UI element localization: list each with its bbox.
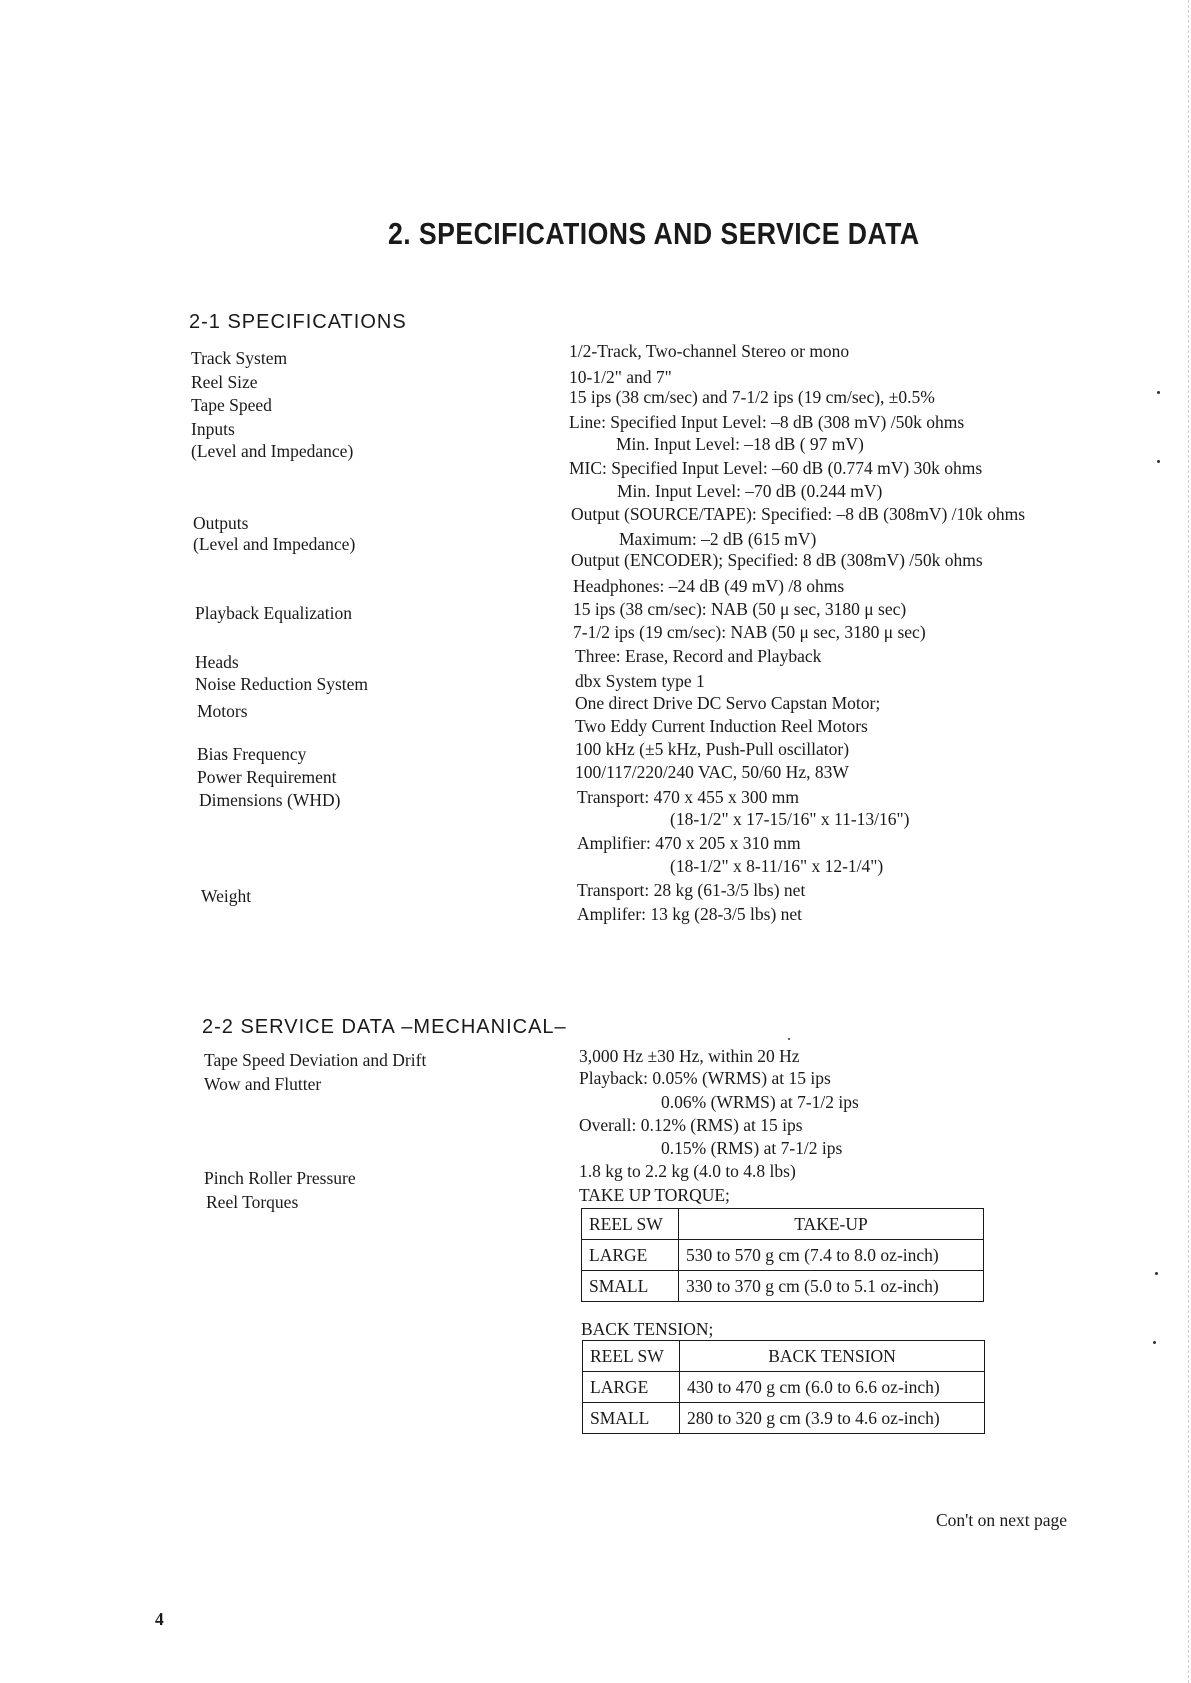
spec-value-amplifier-weight: Amplifer: 13 kg (28-3/5 lbs) net [577,904,803,924]
table-row [583,1403,985,1434]
spec-label-motors: Motors [197,701,248,721]
spec-value-noise-reduction: dbx System type 1 [575,671,705,691]
spec-value-reel-size: 10-1/2" and 7" [569,367,672,387]
table-cell: 430 to 470 g cm (6.0 to 6.6 oz-inch) [680,1372,985,1403]
spec-value-amplifier-dims-inch: (18-1/2" x 8-11/16" x 12-1/4") [670,856,884,876]
table-cell: LARGE [582,1240,679,1271]
scan-speck [1155,1272,1158,1275]
table-cell: LARGE [583,1372,680,1403]
spec-label-outputs: Outputs [193,513,249,533]
spec-label-dimensions: Dimensions (WHD) [199,790,341,810]
service-value-overall-15: Overall: 0.12% (RMS) at 15 ips [579,1115,803,1135]
table-row [582,1240,984,1271]
spec-value-transport-dims-inch: (18-1/2" x 17-15/16" x 11-13/16") [670,809,910,829]
table-header-cell: REEL SW [583,1341,680,1372]
spec-label-power: Power Requirement [197,767,337,787]
spec-label-track-system: Track System [191,348,288,368]
continued-note: Con't on next page [936,1510,1067,1530]
spec-label-reel-size: Reel Size [191,372,258,392]
spec-label-noise-reduction: Noise Reduction System [195,674,369,694]
service-label-pinch-roller: Pinch Roller Pressure [204,1168,356,1188]
spec-value-track-system: 1/2-Track, Two-channel Stereo or mono [569,341,850,361]
service-value-playback-15: Playback: 0.05% (WRMS) at 15 ips [579,1068,831,1088]
service-label-reel-torques: Reel Torques [206,1192,299,1212]
page-title: 2. SPECIFICATIONS AND SERVICE DATA [388,216,920,251]
spec-value-output-encoder: Output (ENCODER); Specified: 8 dB (308mV) /50k ohms [571,550,983,570]
spec-label-heads: Heads [195,652,239,672]
table-cell: 330 to 370 g cm (5.0 to 5.1 oz-inch) [679,1271,984,1302]
table-header-cell: BACK TENSION [680,1341,985,1372]
service-label-take-up-torque: TAKE UP TORQUE; [579,1185,730,1205]
spec-value-output-max: Maximum: –2 dB (615 mV) [619,529,817,549]
section-heading-specifications: 2-1 SPECIFICATIONS [189,311,407,333]
spec-value-transport-dims: Transport: 470 x 455 x 300 mm [577,787,800,807]
spec-value-output-source: Output (SOURCE/TAPE): Specified: –8 dB (308mV) /10k ohms [571,504,1026,524]
spec-value-reel-motors: Two Eddy Current Induction Reel Motors [575,716,868,736]
scan-speck [1153,1341,1156,1344]
table-cell: SMALL [582,1271,679,1302]
spec-label-bias-frequency: Bias Frequency [197,744,307,764]
spec-value-power: 100/117/220/240 VAC, 50/60 Hz, 83W [575,762,849,782]
spec-label-outputs-level: (Level and Impedance) [193,534,356,554]
section-heading-service-data: 2-2 SERVICE DATA –MECHANICAL– [202,1016,567,1038]
service-label-wow-flutter: Wow and Flutter [204,1074,322,1094]
spec-label-inputs: Inputs [191,419,235,439]
spec-value-eq-7ips: 7-1/2 ips (19 cm/sec): NAB (50 μ sec, 3180 μ sec) [573,622,926,642]
back-tension-table [582,1340,985,1434]
service-value-overall-7: 0.15% (RMS) at 7-1/2 ips [661,1138,843,1158]
table-cell: 280 to 320 g cm (3.9 to 4.6 oz-inch) [680,1403,985,1434]
spec-value-capstan-motor: One direct Drive DC Servo Capstan Motor; [575,693,881,713]
page-number: 4 [155,1609,164,1629]
spec-value-amplifier-dims: Amplifier: 470 x 205 x 310 mm [577,833,801,853]
spec-value-heads: Three: Erase, Record and Playback [575,646,822,666]
table-header-cell: TAKE-UP [679,1209,984,1240]
spec-value-line-min: Min. Input Level: –18 dB ( 97 mV) [616,434,864,454]
spec-label-tape-speed: Tape Speed [191,395,272,415]
table-cell: 530 to 570 g cm (7.4 to 8.0 oz-inch) [679,1240,984,1271]
spec-label-weight: Weight [201,886,252,906]
spec-value-transport-weight: Transport: 28 kg (61-3/5 lbs) net [577,880,806,900]
table-row [583,1372,985,1403]
spec-value-line-input: Line: Specified Input Level: –8 dB (308 mV) /50k ohms [569,412,965,432]
scan-speck [788,1038,790,1040]
table-header-row [582,1209,984,1240]
table-header-cell: REEL SW [582,1209,679,1240]
spec-value-mic-min: Min. Input Level: –70 dB (0.244 mV) [617,481,883,501]
service-label-tape-speed-deviation: Tape Speed Deviation and Drift [204,1050,427,1070]
service-value-pinch-roller: 1.8 kg to 2.2 kg (4.0 to 4.8 lbs) [579,1161,796,1181]
service-value-tape-speed: 3,000 Hz ±30 Hz, within 20 Hz [579,1046,800,1066]
spec-label-inputs-level: (Level and Impedance) [191,441,354,461]
table-header-row [583,1341,985,1372]
spec-value-mic-input: MIC: Specified Input Level: –60 dB (0.774 mV) 30k ohms [569,458,983,478]
table-cell: SMALL [583,1403,680,1434]
scan-speck [1157,391,1160,394]
spec-value-headphones: Headphones: –24 dB (49 mV) /8 ohms [573,576,845,596]
spec-value-bias: 100 kHz (±5 kHz, Push-Pull oscillator) [575,739,850,759]
service-value-playback-7: 0.06% (WRMS) at 7-1/2 ips [661,1092,859,1112]
table-row [582,1271,984,1302]
take-up-torque-table [581,1208,984,1302]
service-label-back-tension: BACK TENSION; [581,1319,714,1339]
scan-speck [1157,460,1160,463]
spec-value-tape-speed: 15 ips (38 cm/sec) and 7-1/2 ips (19 cm/sec), ±0.5% [569,387,935,407]
spec-value-eq-15ips: 15 ips (38 cm/sec): NAB (50 μ sec, 3180 μ sec) [573,599,907,619]
spec-label-playback-eq: Playback Equalization [195,603,352,623]
scan-edge-line [1188,0,1190,1683]
